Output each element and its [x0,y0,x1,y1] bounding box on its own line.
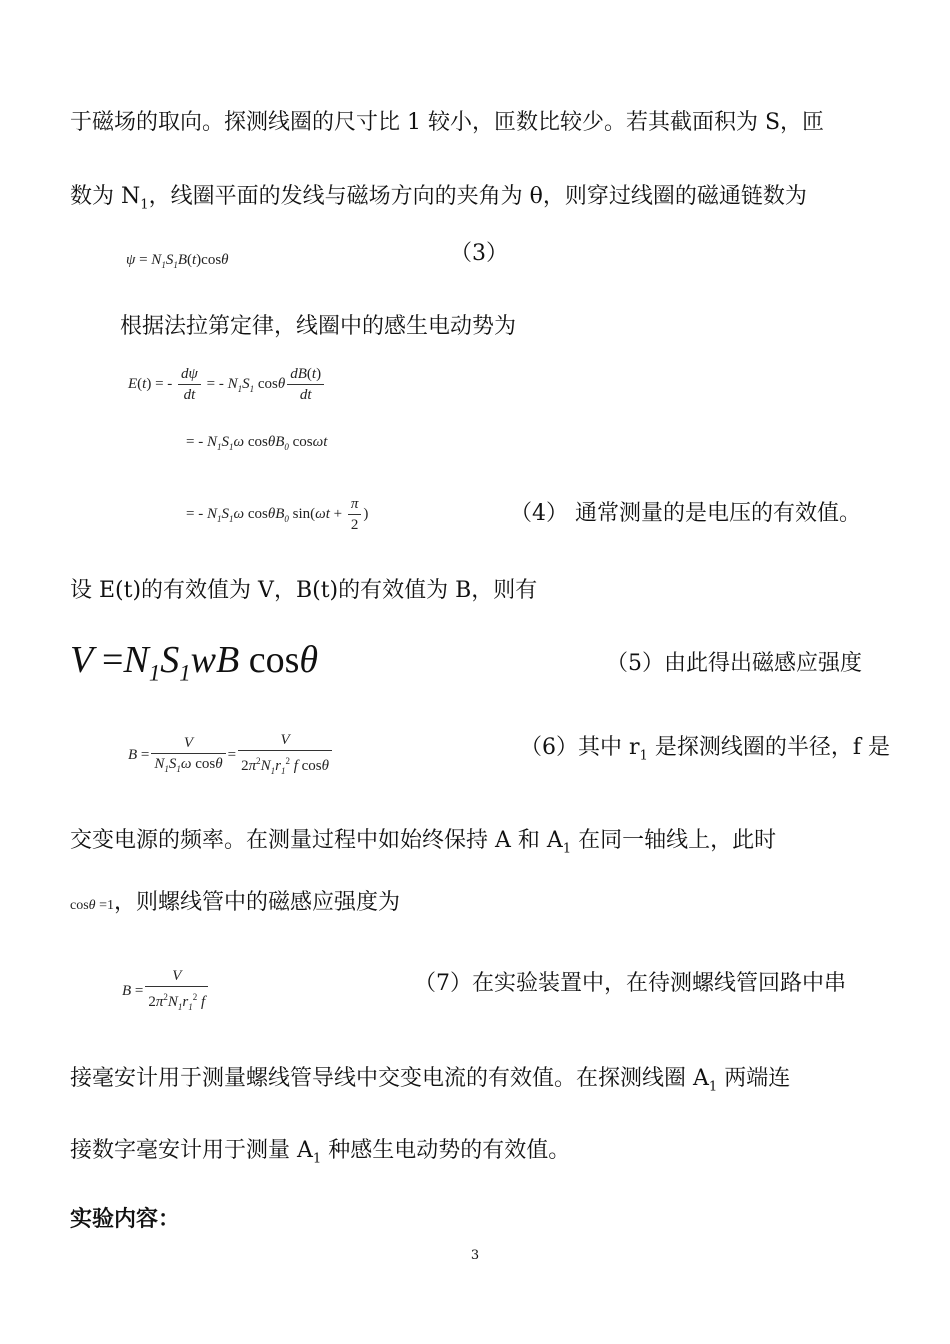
equation-number-3: （3） [450,241,508,266]
equation-4-line-2: = - $N_1S_1\omega$ cosθB$_0$ cosωt [186,434,328,452]
equation-number-6: （6）其中 $r_1$ 是探测线圈的半径，f 是 [520,735,891,764]
equation-5: $V =N_1S_1wB$ cosθ [70,639,319,686]
body-text-line: 接毫安计用于测量螺线管导线中交变电流的有效值。在探测线圈 $A_1$ 两端连 [70,1066,791,1095]
body-text-line: 于磁场的取向。探测线圈的尺寸比 1 较小，匝数比较少。若其截面积为 S，匝 [70,110,825,135]
body-text-line: 设 E(t)的有效值为 V，B(t)的有效值为 B，则有 [70,578,538,603]
body-text-line: 交变电源的频率。在测量过程中如始终保持 A 和 $A_1$ 在同一轴线上，此时 [70,828,777,857]
page-number: 3 [470,1248,480,1263]
body-text-line: 数为 $N_1$，线圈平面的发线与磁场方向的夹角为 θ，则穿过线圈的磁通链数为 [70,184,807,213]
body-text-line: 根据法拉第定律，线圈中的感生电动势为 [120,314,517,339]
equation-4-line-3: = - $N_1S_1\omega$ cosθB$_0$ sin(ωt + $\frac{\pi}{2}$ ) [186,496,369,533]
equation-6: B = $\frac{V}{N_1S_1\omega \cos\theta}$ = $\frac{V}{2\pi^2N_1r_1^2 f \cos\theta}$ [128,730,334,781]
equation-4-line-1: E(t) = - $\frac{d\psi}{dt}$ = - $N_1S_1$ cosθ $\frac{dB(t)}{dt}$ [128,364,326,405]
equation-number-5: （5）由此得出磁感应强度 [606,651,863,676]
equation-3: $\psi = N_1S_1B(t)\cos\theta$ [126,252,229,270]
equation-number-4: （4） 通常测量的是电压的有效值。 [510,501,862,526]
section-heading: 实验内容： [70,1206,181,1232]
cos-equation: cosθ =1 [70,898,114,913]
body-text-line: 接数字毫安计用于测量 $A_1$ 种感生电动势的有效值。 [70,1138,571,1167]
body-text-line: cosθ =1，则螺线管中的磁感应强度为 [70,890,400,915]
equation-number-7: （7）在实验装置中，在待测螺线管回路中串 [414,971,847,996]
equation-7: B = $\frac{V}{2\pi^2N_1r_1^2 f}$ [122,966,210,1017]
